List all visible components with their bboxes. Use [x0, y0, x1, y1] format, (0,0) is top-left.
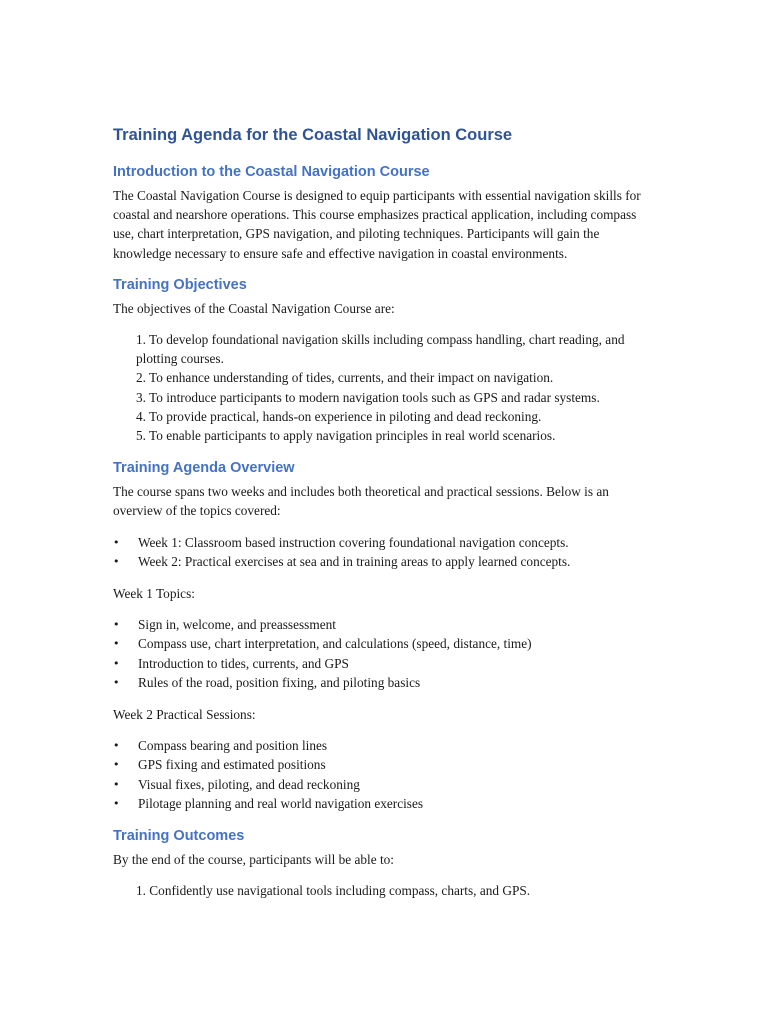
outcomes-list	[113, 881, 658, 900]
week1-label: Week 1 Topics:	[113, 586, 195, 602]
list-item: 5. To enable participants to apply navigation principles in real world scenarios.	[136, 428, 556, 444]
objectives-lead: The objectives of the Coastal Navigation Course are:	[113, 300, 395, 316]
overview-heading: Training Agenda Overview	[113, 460, 295, 477]
bullet-icon: •	[113, 554, 120, 568]
list-item: • GPS fixing and estimated positions	[113, 755, 658, 774]
intro-paragraph: The Coastal Navigation Course is designed to equip participants with essential navigation skills for coastal and nearshore operations. This course emphasizes practical application, including compass use, chart interpretation, GPS navigation, and piloting techniques. Participants will gain the knowledge necessary to ensure safe and effective navigation in coastal environments.	[113, 188, 641, 261]
week1-topics-list	[113, 615, 658, 692]
week2-topics-list	[113, 736, 658, 813]
objectives-heading: Training Objectives	[113, 276, 247, 293]
bullet-icon: •	[113, 796, 120, 810]
bullet-icon: •	[113, 637, 120, 651]
bullet-icon: •	[113, 618, 120, 632]
overview-section	[113, 458, 658, 813]
outcomes-heading: Training Outcomes	[113, 828, 245, 845]
outcomes-lead: By the end of the course, participants will be able to:	[113, 852, 395, 868]
bullet-icon: •	[113, 758, 120, 772]
intro-section	[113, 162, 658, 263]
bullet-icon: •	[113, 739, 120, 753]
list-item: • Compass use, chart interpretation, and calculations (speed, distance, time)	[113, 634, 658, 653]
document-body	[113, 124, 658, 913]
overview-paragraph: The course spans two weeks and includes both theoretical and practical sessions. Below is an overview of the topics covered:	[113, 484, 609, 519]
list-item: 2. To enhance understanding of tides, currents, and their impact on navigation.	[136, 370, 554, 386]
objectives-section	[113, 275, 658, 445]
list-item: 4. To provide practical, hands-on experience in piloting and dead reckoning.	[136, 408, 542, 424]
list-item: 1. To develop foundational navigation skills including compass handling, chart reading, and plotting courses.	[136, 332, 625, 367]
bullet-icon: •	[113, 535, 120, 549]
week2-label: Week 2 Practical Sessions:	[113, 707, 256, 723]
list-item: 1. Confidently use navigational tools including compass, charts, and GPS.	[136, 883, 531, 899]
objectives-list	[113, 330, 658, 445]
list-item: • Pilotage planning and real world navigation exercises	[113, 794, 658, 813]
list-item: • Introduction to tides, currents, and GPS	[113, 654, 658, 673]
list-item: • Week 1: Classroom based instruction covering foundational navigation concepts.	[113, 533, 658, 552]
document-title: Training Agenda for the Coastal Navigation Course	[113, 126, 513, 144]
list-item: 3. To introduce participants to modern navigation tools such as GPS and radar systems.	[136, 389, 600, 405]
list-item: • Week 2: Practical exercises at sea and in training areas to apply learned concepts.	[113, 552, 658, 571]
list-item: • Rules of the road, position fixing, and piloting basics	[113, 673, 658, 692]
bullet-icon: •	[113, 675, 120, 689]
bullet-icon: •	[113, 777, 120, 791]
list-item: • Visual fixes, piloting, and dead reckoning	[113, 775, 658, 794]
weeks-list	[113, 533, 658, 571]
intro-heading: Introduction to the Coastal Navigation Course	[113, 164, 430, 180]
list-item: • Sign in, welcome, and preassessment	[113, 615, 658, 634]
list-item: • Compass bearing and position lines	[113, 736, 658, 755]
outcomes-section	[113, 826, 658, 900]
bullet-icon: •	[113, 656, 120, 670]
